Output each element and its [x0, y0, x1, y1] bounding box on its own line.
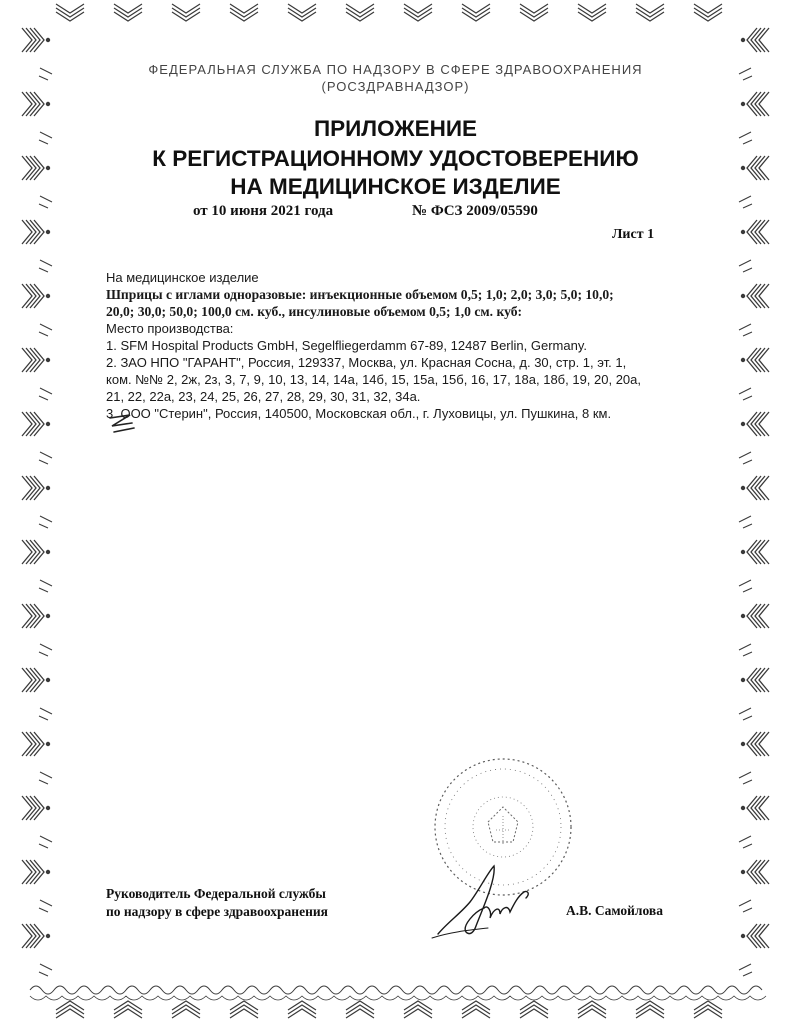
border-ornament	[288, 1001, 316, 1018]
manufacturing-place-3: 3. ООО "Стерин", Россия, 140500, Московская обл., г. Луховицы, ул. Пушкина, 8 км.	[106, 406, 612, 421]
border-ornament	[30, 996, 766, 1000]
border-ornament	[741, 806, 745, 810]
border-ornament	[46, 38, 50, 42]
signatory-position-line-1: Руководитель Федеральной службы	[106, 886, 326, 901]
border-ornament	[741, 550, 745, 554]
border-ornament	[46, 678, 50, 682]
border-ornament	[747, 412, 769, 436]
agency-name: ФЕДЕРАЛЬНАЯ СЛУЖБА ПО НАДЗОРУ В СФЕРЕ ЗДРАВООХРАНЕНИЯ	[148, 62, 643, 77]
border-ornament	[39, 452, 52, 464]
border-ornament	[46, 102, 50, 106]
border-ornament	[747, 604, 769, 628]
border-ornament	[747, 220, 769, 244]
border-ornament	[22, 476, 44, 500]
agency-abbreviation: (РОСЗДРАВНАДЗОР)	[321, 79, 470, 94]
border-ornament	[747, 860, 769, 884]
border-ornament	[346, 1001, 374, 1018]
border-ornament	[741, 166, 745, 170]
border-ornament	[747, 284, 769, 308]
border-ornament	[46, 806, 50, 810]
border-ornament	[739, 324, 752, 336]
border-ornament	[747, 476, 769, 500]
border-ornament	[46, 486, 50, 490]
border-ornament	[739, 388, 752, 400]
border-ornament	[30, 986, 762, 994]
border-ornament	[741, 102, 745, 106]
border-ornament	[462, 4, 490, 21]
border-ornament	[39, 260, 52, 272]
border-ornament	[739, 772, 752, 784]
border-ornament	[404, 4, 432, 21]
border-ornament	[747, 924, 769, 948]
border-ornament	[46, 934, 50, 938]
manufacturing-place-1: 1. SFM Hospital Products GmbH, Segelfliegerdamm 67-89, 12487 Berlin, Germany.	[106, 338, 587, 353]
border-ornament	[462, 1001, 490, 1018]
border-ornament	[404, 1001, 432, 1018]
border-ornament	[22, 92, 44, 116]
border-ornament	[22, 668, 44, 692]
border-ornament	[288, 4, 316, 21]
border-ornament	[739, 580, 752, 592]
border-ornament	[172, 1001, 200, 1018]
border-ornament	[39, 196, 52, 208]
border-ornament	[747, 28, 769, 52]
border-ornament	[39, 580, 52, 592]
border-ornament	[46, 166, 50, 170]
border-ornament	[230, 1001, 258, 1018]
border-ornament	[46, 614, 50, 618]
border-ornament	[739, 836, 752, 848]
border-ornament	[739, 900, 752, 912]
border-ornament	[747, 796, 769, 820]
border-ornament	[46, 358, 50, 362]
border-ornament	[56, 1001, 84, 1018]
document-title: ПРИЛОЖЕНИЕ	[313, 116, 478, 141]
border-ornament	[39, 324, 52, 336]
border-ornament	[747, 668, 769, 692]
border-ornament	[39, 708, 52, 720]
border-ornament	[747, 540, 769, 564]
handwritten-mark-icon	[108, 412, 138, 438]
border-ornament	[694, 4, 722, 21]
border-ornament	[46, 294, 50, 298]
border-ornament	[741, 934, 745, 938]
border-ornament	[739, 644, 752, 656]
border-ornament	[39, 68, 52, 80]
border-ornament	[46, 550, 50, 554]
border-ornament	[741, 422, 745, 426]
product-name-line-2: 20,0; 30,0; 50,0; 100,0 см. куб., инсулиновые объемом 0,5; 1,0 см. куб:	[106, 304, 523, 319]
border-ornament	[22, 604, 44, 628]
border-ornament	[22, 924, 44, 948]
border-ornament	[22, 220, 44, 244]
border-ornament	[741, 38, 745, 42]
border-ornament	[636, 1001, 664, 1018]
document-body	[106, 269, 681, 422]
border-ornament	[39, 836, 52, 848]
border-ornament	[39, 516, 52, 528]
border-ornament	[114, 1001, 142, 1018]
border-ornament	[741, 230, 745, 234]
border-ornament	[578, 4, 606, 21]
document-subtitle-2: НА МЕДИЦИНСКОЕ ИЗДЕЛИЕ	[230, 174, 561, 199]
border-ornament	[22, 412, 44, 436]
border-ornament	[741, 614, 745, 618]
border-ornament	[22, 28, 44, 52]
signature-icon	[430, 852, 540, 942]
registration-date: от 10 июня 2021 года	[193, 203, 334, 219]
border-ornament	[636, 4, 664, 21]
border-ornament	[741, 358, 745, 362]
border-ornament	[22, 540, 44, 564]
border-ornament	[39, 900, 52, 912]
manufacturing-place-2-line-3: 21, 22, 22а, 23, 24, 25, 26, 27, 28, 29, 30, 31, 32, 34а.	[106, 389, 421, 404]
border-ornament	[114, 4, 142, 21]
border-ornament	[22, 348, 44, 372]
border-ornament	[39, 772, 52, 784]
border-ornament	[22, 732, 44, 756]
border-ornament	[739, 196, 752, 208]
border-ornament	[22, 284, 44, 308]
border-ornament	[747, 732, 769, 756]
border-ornament	[747, 92, 769, 116]
border-ornament	[739, 452, 752, 464]
border-ornament	[39, 132, 52, 144]
border-ornament	[46, 230, 50, 234]
border-ornament	[22, 156, 44, 180]
border-ornament	[741, 678, 745, 682]
border-ornament	[739, 68, 752, 80]
border-ornament	[39, 388, 52, 400]
border-ornament	[172, 4, 200, 21]
manufacturing-places-heading: Место производства:	[106, 321, 234, 336]
product-name-line-1: Шприцы с иглами одноразовые: инъекционные объемом 0,5; 1,0; 2,0; 3,0; 5,0; 10,0;	[106, 287, 614, 302]
border-ornament	[46, 870, 50, 874]
border-ornament	[578, 1001, 606, 1018]
border-ornament	[46, 422, 50, 426]
border-ornament	[694, 1001, 722, 1018]
border-ornament	[520, 1001, 548, 1018]
document-subtitle-1: К РЕГИСТРАЦИОННОМУ УДОСТОВЕРЕНИЮ	[152, 146, 639, 171]
intro-text: На медицинское изделие	[106, 270, 259, 285]
border-ornament	[739, 516, 752, 528]
border-ornament	[741, 870, 745, 874]
signatory-position-line-2: по надзору в сфере здравоохранения	[106, 904, 328, 919]
signatory-position	[106, 885, 328, 921]
border-ornament	[230, 4, 258, 21]
border-ornament	[22, 796, 44, 820]
border-ornament	[39, 644, 52, 656]
border-ornament	[520, 4, 548, 21]
border-ornament	[747, 156, 769, 180]
border-ornament	[741, 294, 745, 298]
border-ornament	[56, 4, 84, 21]
manufacturing-place-2-line-2: ком. №№ 2, 2ж, 2з, 3, 7, 9, 10, 13, 14, 14а, 14б, 15, 15а, 15б, 16, 17, 18а, 18б, 19, 20, 20а,	[106, 372, 642, 387]
border-ornament	[741, 742, 745, 746]
registration-number: № ФСЗ 2009/05590	[412, 203, 538, 219]
border-ornament	[741, 486, 745, 490]
border-ornament	[739, 132, 752, 144]
border-ornament	[739, 260, 752, 272]
border-ornament	[739, 964, 752, 976]
border-ornament	[46, 742, 50, 746]
signer-name: А.В. Самойлова	[566, 903, 663, 918]
manufacturing-place-2-line-1: 2. ЗАО НПО "ГАРАНТ", Россия, 129337, Москва, ул. Красная Сосна, д. 30, стр. 1, эт. 1,	[106, 355, 627, 370]
border-ornament	[22, 860, 44, 884]
border-ornament	[39, 964, 52, 976]
border-ornament	[739, 708, 752, 720]
border-ornament	[747, 348, 769, 372]
border-ornament	[346, 4, 374, 21]
sheet-number: Лист 1	[612, 227, 655, 242]
